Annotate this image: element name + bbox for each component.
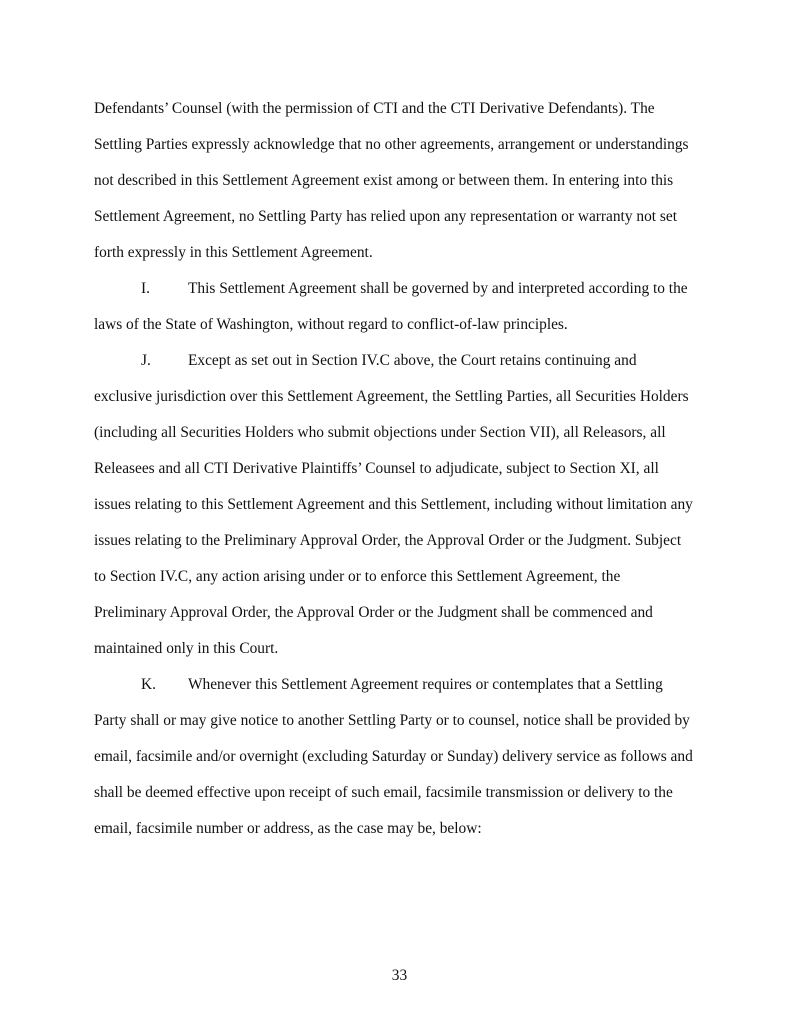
section-j-first-text: Except as set out in Section IV.C above, the Court retains continuing and	[188, 352, 637, 369]
section-i-first-text: This Settlement Agreement shall be governed by and interpreted according to the	[188, 280, 688, 297]
text-line: Releasees and all CTI Derivative Plaintiffs’ Counsel to adjudicate, subject to Section XI, all	[94, 460, 659, 477]
continuation-paragraph	[94, 91, 714, 271]
section-k-first-text: Whenever this Settlement Agreement requires or contemplates that a Settling	[188, 676, 663, 693]
text-line: Preliminary Approval Order, the Approval Order or the Judgment shall be commenced and	[94, 604, 653, 621]
text-line: Settlement Agreement, no Settling Party has relied upon any representation or warranty not set	[94, 208, 677, 225]
text-line: Defendants’ Counsel (with the permission of CTI and the CTI Derivative Defendants). The	[94, 100, 655, 117]
text-line: exclusive jurisdiction over this Settlement Agreement, the Settling Parties, all Securities Holders	[94, 388, 689, 405]
text-line: laws of the State of Washington, without regard to conflict-of-law principles.	[94, 316, 568, 333]
text-line: email, facsimile number or address, as the case may be, below:	[94, 820, 482, 837]
text-line: maintained only in this Court.	[94, 640, 279, 657]
text-line: shall be deemed effective upon receipt of such email, facsimile transmission or delivery to the	[94, 784, 673, 801]
text-line: forth expressly in this Settlement Agreement.	[94, 244, 373, 261]
text-line: issues relating to this Settlement Agreement and this Settlement, including without limitation any	[94, 496, 693, 513]
section-i-paragraph	[94, 271, 714, 343]
section-k-paragraph	[94, 667, 714, 847]
section-i-first-line	[94, 271, 714, 307]
section-j-paragraph	[94, 343, 714, 667]
text-line: issues relating to the Preliminary Approval Order, the Approval Order or the Judgment. Subject	[94, 532, 682, 549]
text-line: not described in this Settlement Agreement exist among or between them. In entering into this	[94, 172, 674, 189]
page-number: 33	[391, 967, 408, 984]
section-j-first-line	[94, 343, 714, 379]
section-k-first-line	[94, 667, 714, 703]
text-line: (including all Securities Holders who submit objections under Section VII), all Releasors, all	[94, 424, 666, 441]
text-line: Party shall or may give notice to another Settling Party or to counsel, notice shall be provided by	[94, 712, 690, 729]
section-i-label: I.	[141, 280, 150, 297]
text-line: to Section IV.C, any action arising under or to enforce this Settlement Agreement, the	[94, 568, 621, 585]
body-text	[94, 91, 714, 847]
section-k-label: K.	[141, 676, 156, 693]
text-line: email, facsimile and/or overnight (excluding Saturday or Sunday) delivery service as follows and	[94, 748, 693, 765]
section-j-label: J.	[141, 352, 151, 369]
text-line: Settling Parties expressly acknowledge that no other agreements, arrangement or understandings	[94, 136, 689, 153]
